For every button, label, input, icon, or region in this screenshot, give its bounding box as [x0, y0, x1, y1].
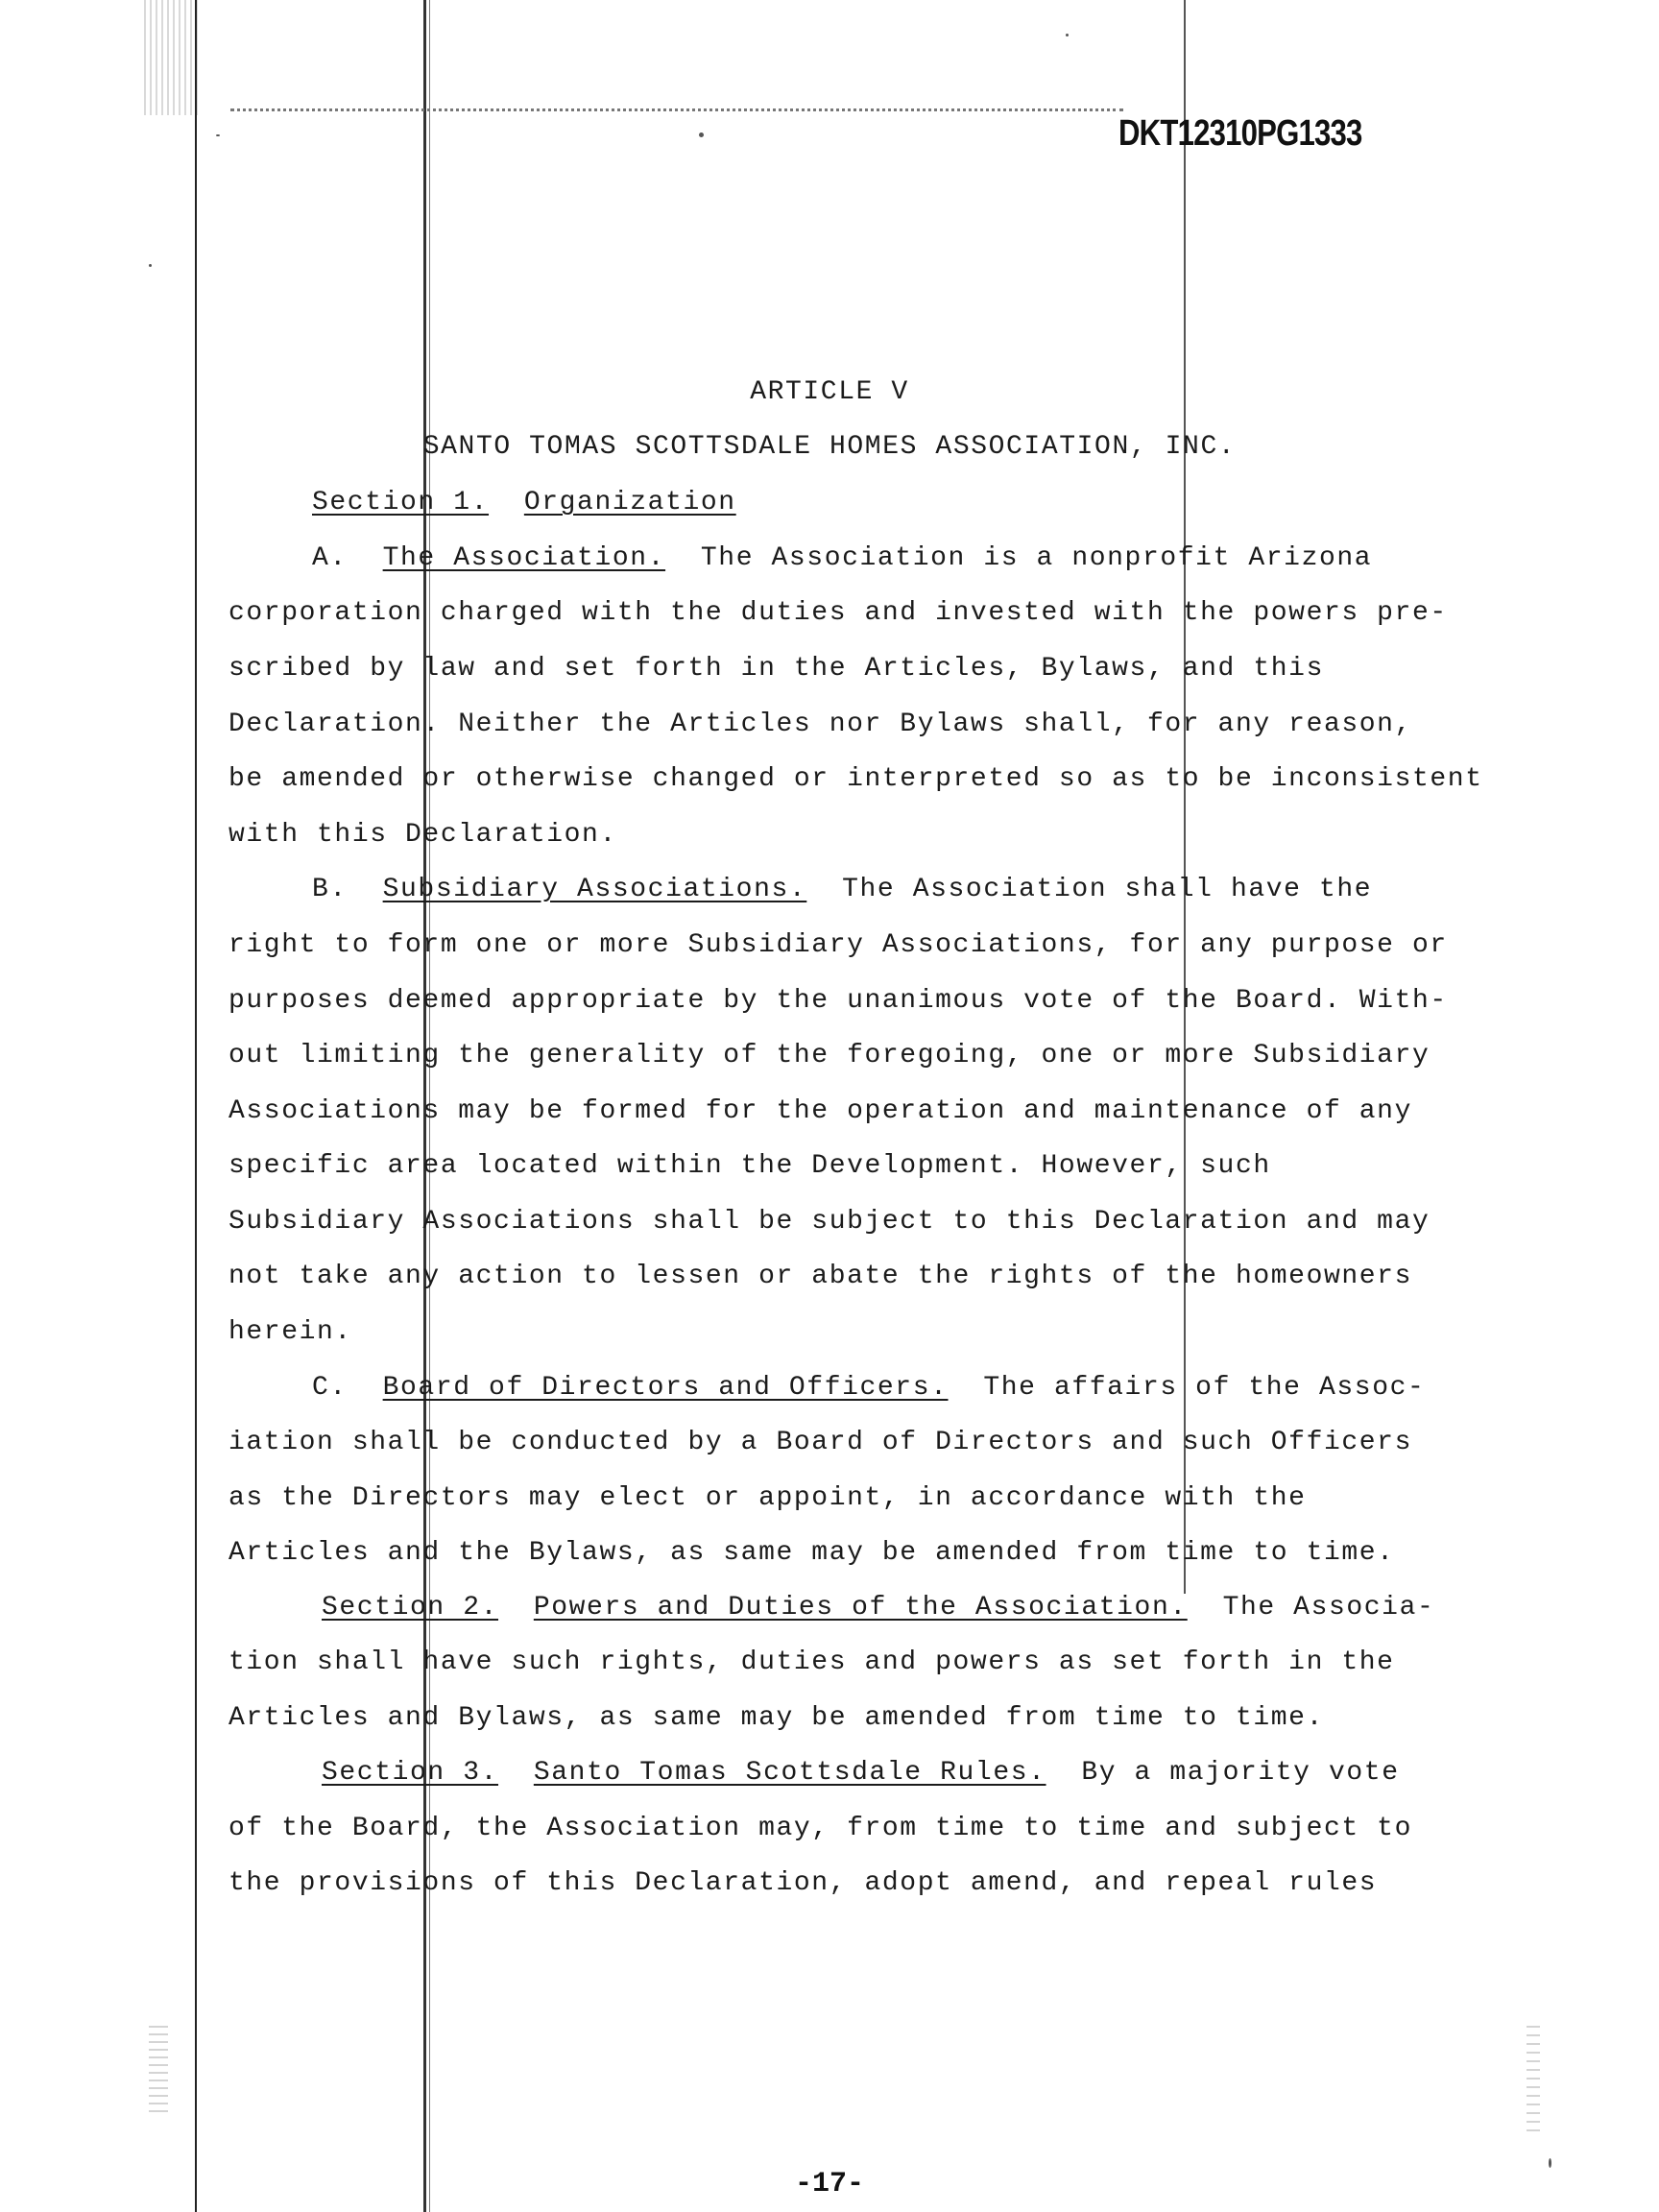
paragraph-c-first-line [312, 1373, 1425, 1403]
paragraph-line: purposes deemed appropriate by the unanimous vote of the Board. With- [228, 986, 1448, 1016]
paragraph-a-first-line [312, 543, 1372, 573]
section-label: Section 1. [312, 488, 490, 517]
section-1-heading [312, 488, 736, 517]
paragraph-line: iation shall be conducted by a Board of Directors and such Officers [228, 1428, 1412, 1457]
section-label: Section 3. [322, 1758, 499, 1788]
article-subheading: SANTO TOMAS SCOTTSDALE HOMES ASSOCIATION, INC. [422, 432, 1237, 462]
scan-speck [216, 134, 220, 136]
section-text: By a majority vote [1081, 1758, 1400, 1788]
section-title: Organization [523, 488, 736, 517]
paragraph-line: Subsidiary Associations shall be subject to this Declaration and may [228, 1207, 1431, 1237]
paragraph-text: The affairs of the Assoc- [983, 1373, 1426, 1403]
paragraph-line: Articles and the Bylaws, as same may be amended from time to time. [228, 1538, 1395, 1568]
paragraph-line: of the Board, the Association may, from time to time and subject to [228, 1814, 1412, 1843]
paragraph-line: Articles and Bylaws, as same may be amended from time to time. [228, 1703, 1324, 1733]
docket-number: DKT12310PG1333 [1118, 113, 1362, 154]
scan-noise [149, 2026, 168, 2112]
scan-line [195, 0, 197, 2212]
section-2-first-line [322, 1593, 1434, 1623]
paragraph-line: specific area located within the Development. However, such [228, 1151, 1271, 1181]
scan-noise [144, 0, 202, 115]
scan-dotted-line [230, 108, 1123, 111]
scan-noise [1527, 2026, 1540, 2131]
paragraph-line: corporation charged with the duties and invested with the powers pre- [228, 598, 1448, 628]
paragraph-title: The Association. [382, 543, 666, 573]
paragraph-marker: A. [312, 543, 348, 573]
paragraph-line: the provisions of this Declaration, adopt amend, and repeal rules [228, 1868, 1378, 1898]
scan-speck [699, 132, 704, 137]
section-title: Powers and Duties of the Association. [533, 1593, 1188, 1623]
section-title: Santo Tomas Scottsdale Rules. [533, 1758, 1046, 1788]
scan-line [1184, 0, 1186, 1594]
paragraph-line: as the Directors may elect or appoint, in accordance with the [228, 1483, 1307, 1513]
paragraph-b-first-line [312, 875, 1372, 904]
paragraph-line: not take any action to lessen or abate the rights of the homeowners [228, 1262, 1412, 1291]
section-text: The Associa- [1222, 1593, 1435, 1623]
scan-speck [149, 264, 152, 267]
paragraph-line: tion shall have such rights, duties and powers as set forth in the [228, 1647, 1395, 1677]
paragraph-line: scribed by law and set forth in the Articles, Bylaws, and this [228, 654, 1324, 684]
scan-speck [1549, 2158, 1551, 2168]
paragraph-line: herein. [228, 1317, 352, 1347]
paragraph-title: Subsidiary Associations. [382, 875, 807, 904]
paragraph-line: be amended or otherwise changed or interpreted so as to be inconsistent [228, 764, 1483, 794]
paragraph-line: right to form one or more Subsidiary Associations, for any purpose or [228, 930, 1448, 960]
paragraph-text: The Association shall have the [842, 875, 1373, 904]
article-heading: ARTICLE V [750, 377, 909, 407]
paragraph-title: Board of Directors and Officers. [382, 1373, 949, 1403]
section-3-first-line [322, 1758, 1400, 1788]
paragraph-text: The Association is a nonprofit Arizona [700, 543, 1373, 573]
paragraph-line: Declaration. Neither the Articles nor Bylaws shall, for any reason, [228, 709, 1412, 739]
scan-speck [1066, 34, 1069, 36]
paragraph-line: out limiting the generality of the foregoing, one or more Subsidiary [228, 1041, 1431, 1070]
paragraph-line: with this Declaration. [228, 820, 617, 850]
page-number: -17- [794, 2168, 864, 2200]
paragraph-marker: B. [312, 875, 348, 904]
section-label: Section 2. [322, 1593, 499, 1623]
paragraph-marker: C. [312, 1373, 348, 1403]
paragraph-line: Associations may be formed for the operation and maintenance of any [228, 1096, 1412, 1126]
